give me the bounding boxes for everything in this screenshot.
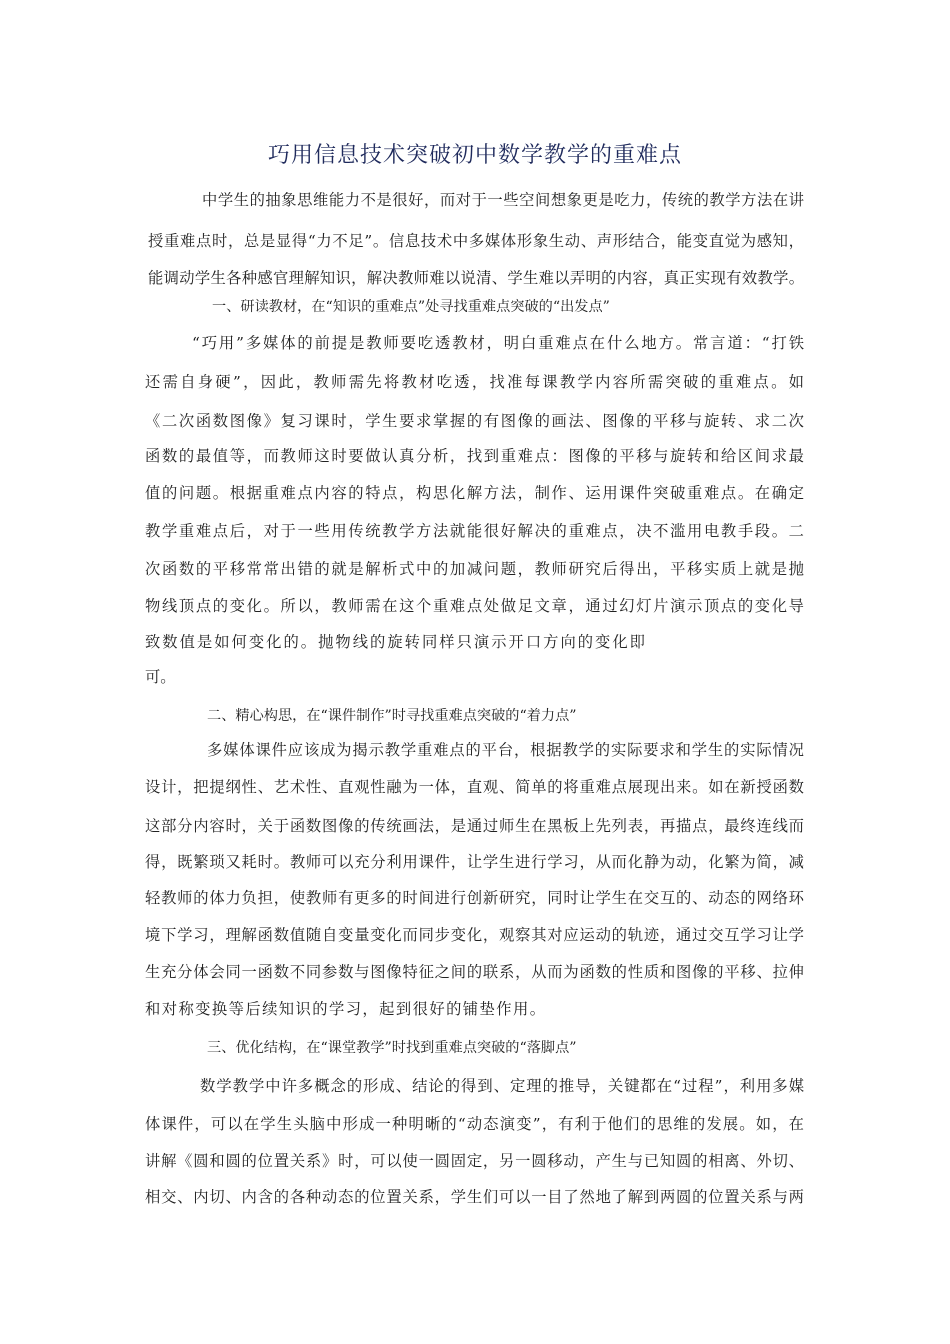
section-1-line: 值的问题。根据重难点内容的特点，构思化解方法，制作、运用课件突破重难点。在确定 — [145, 484, 806, 502]
section-1-line: 次函数的平移常常出错的就是解析式中的加减问题，教师研究后得出，平移实质上就是抛 — [145, 560, 806, 578]
section-3-line: 体课件，可以在学生头脑中形成一种明晰的“动态演变”，有利于他们的思维的发展。如，在 — [145, 1115, 806, 1133]
section-1-line: 还需自身硬”，因此，教师需先将教材吃透，找准每课教学内容所需突破的重难点。如 — [145, 373, 807, 391]
section-2-line: 和对称变换等后续知识的学习，起到很好的铺垫作用。 — [145, 1000, 547, 1018]
section-1-line: 致数值是如何变化的。抛物线的旋转同样只演示开口方向的变化即 — [145, 633, 647, 651]
section-3-line: 讲解《圆和圆的位置关系》时，可以使一圆固定，另一圆移动，产生与已知圆的相离、外切、 — [145, 1152, 805, 1170]
section-3-line: 数学教学中许多概念的形成、结论的得到、定理的推导，关键都在“过程”，利用多媒 — [200, 1077, 806, 1095]
intro-line-1: 中学生的抽象思维能力不是很好，而对于一些空间想象更是吃力，传统的教学方法在讲 — [202, 191, 805, 209]
section-2-line: 设计，把提纲性、艺术性、直观性融为一体，直观、简单的将重难点展现出来。如在新授函数 — [145, 778, 805, 796]
section-2-line: 这部分内容时，关于函数图像的传统画法，是通过师生在黑板上先列表，再描点，最终连线而 — [145, 817, 805, 835]
section-2-line: 轻教师的体力负担，使教师有更多的时间进行创新研究，同时让学生在交互的、动态的网络环 — [145, 889, 805, 907]
section-1-line: “巧用”多媒体的前提是教师要吃透教材，明白重难点在什么地方。常言道：“打铁 — [192, 334, 806, 352]
section-1-heading: 一、研读教材，在“知识的重难点”处寻找重难点突破的“出发点” — [212, 299, 610, 315]
document-title: 巧用信息技术突破初中数学教学的重难点 — [267, 143, 682, 168]
section-3-heading: 三、优化结构，在“课堂教学”时找到重难点突破的“落脚点” — [207, 1040, 577, 1056]
intro-line-2: 授重难点时，总是显得“力不足”。信息技术中多媒体形象生动、声形结合，能变直觉为感知， — [148, 232, 805, 250]
intro-line-3: 能调动学生各种感官理解知识，解决教师难以说清、学生难以弄明的内容，真正实现有效教学。 — [148, 269, 805, 287]
section-2-heading: 二、精心构思，在“课件制作”时寻找重难点突破的“着力点” — [207, 708, 577, 724]
section-1-line: 物线顶点的变化。所以，教师需在这个重难点处做足文章，通过幻灯片演示顶点的变化导 — [145, 597, 806, 615]
section-1-line: 教学重难点后，对于一些用传统教学方法就能很好解决的重难点，决不滥用电教手段。二 — [145, 522, 806, 540]
section-2-line: 多媒体课件应该成为揭示教学重难点的平台，根据教学的实际要求和学生的实际情况 — [207, 741, 805, 759]
section-2-line: 生充分体会同一函数不同参数与图像特征之间的联系，从而为函数的性质和图像的平移、拉伸 — [145, 963, 805, 981]
section-1-line: 可。 — [145, 668, 176, 686]
section-3-line: 相交、内切、内含的各种动态的位置关系，学生们可以一目了然地了解到两圆的位置关系与两 — [145, 1188, 805, 1206]
section-2-line: 得，既繁琐又耗时。教师可以充分利用课件，让学生进行学习，从而化静为动，化繁为简，减 — [145, 853, 805, 871]
section-1-line: 《二次函数图像》复习课时，学生要求掌握的有图像的画法、图像的平移与旋转、求二次 — [145, 412, 806, 430]
section-1-line: 函数的最值等，而教师这时要做认真分析，找到重难点：图像的平移与旋转和给区间求最 — [145, 447, 806, 465]
section-2-line: 境下学习，理解函数值随自变量变化而同步变化，观察其对应运动的轨迹，通过交互学习让学 — [145, 926, 805, 944]
